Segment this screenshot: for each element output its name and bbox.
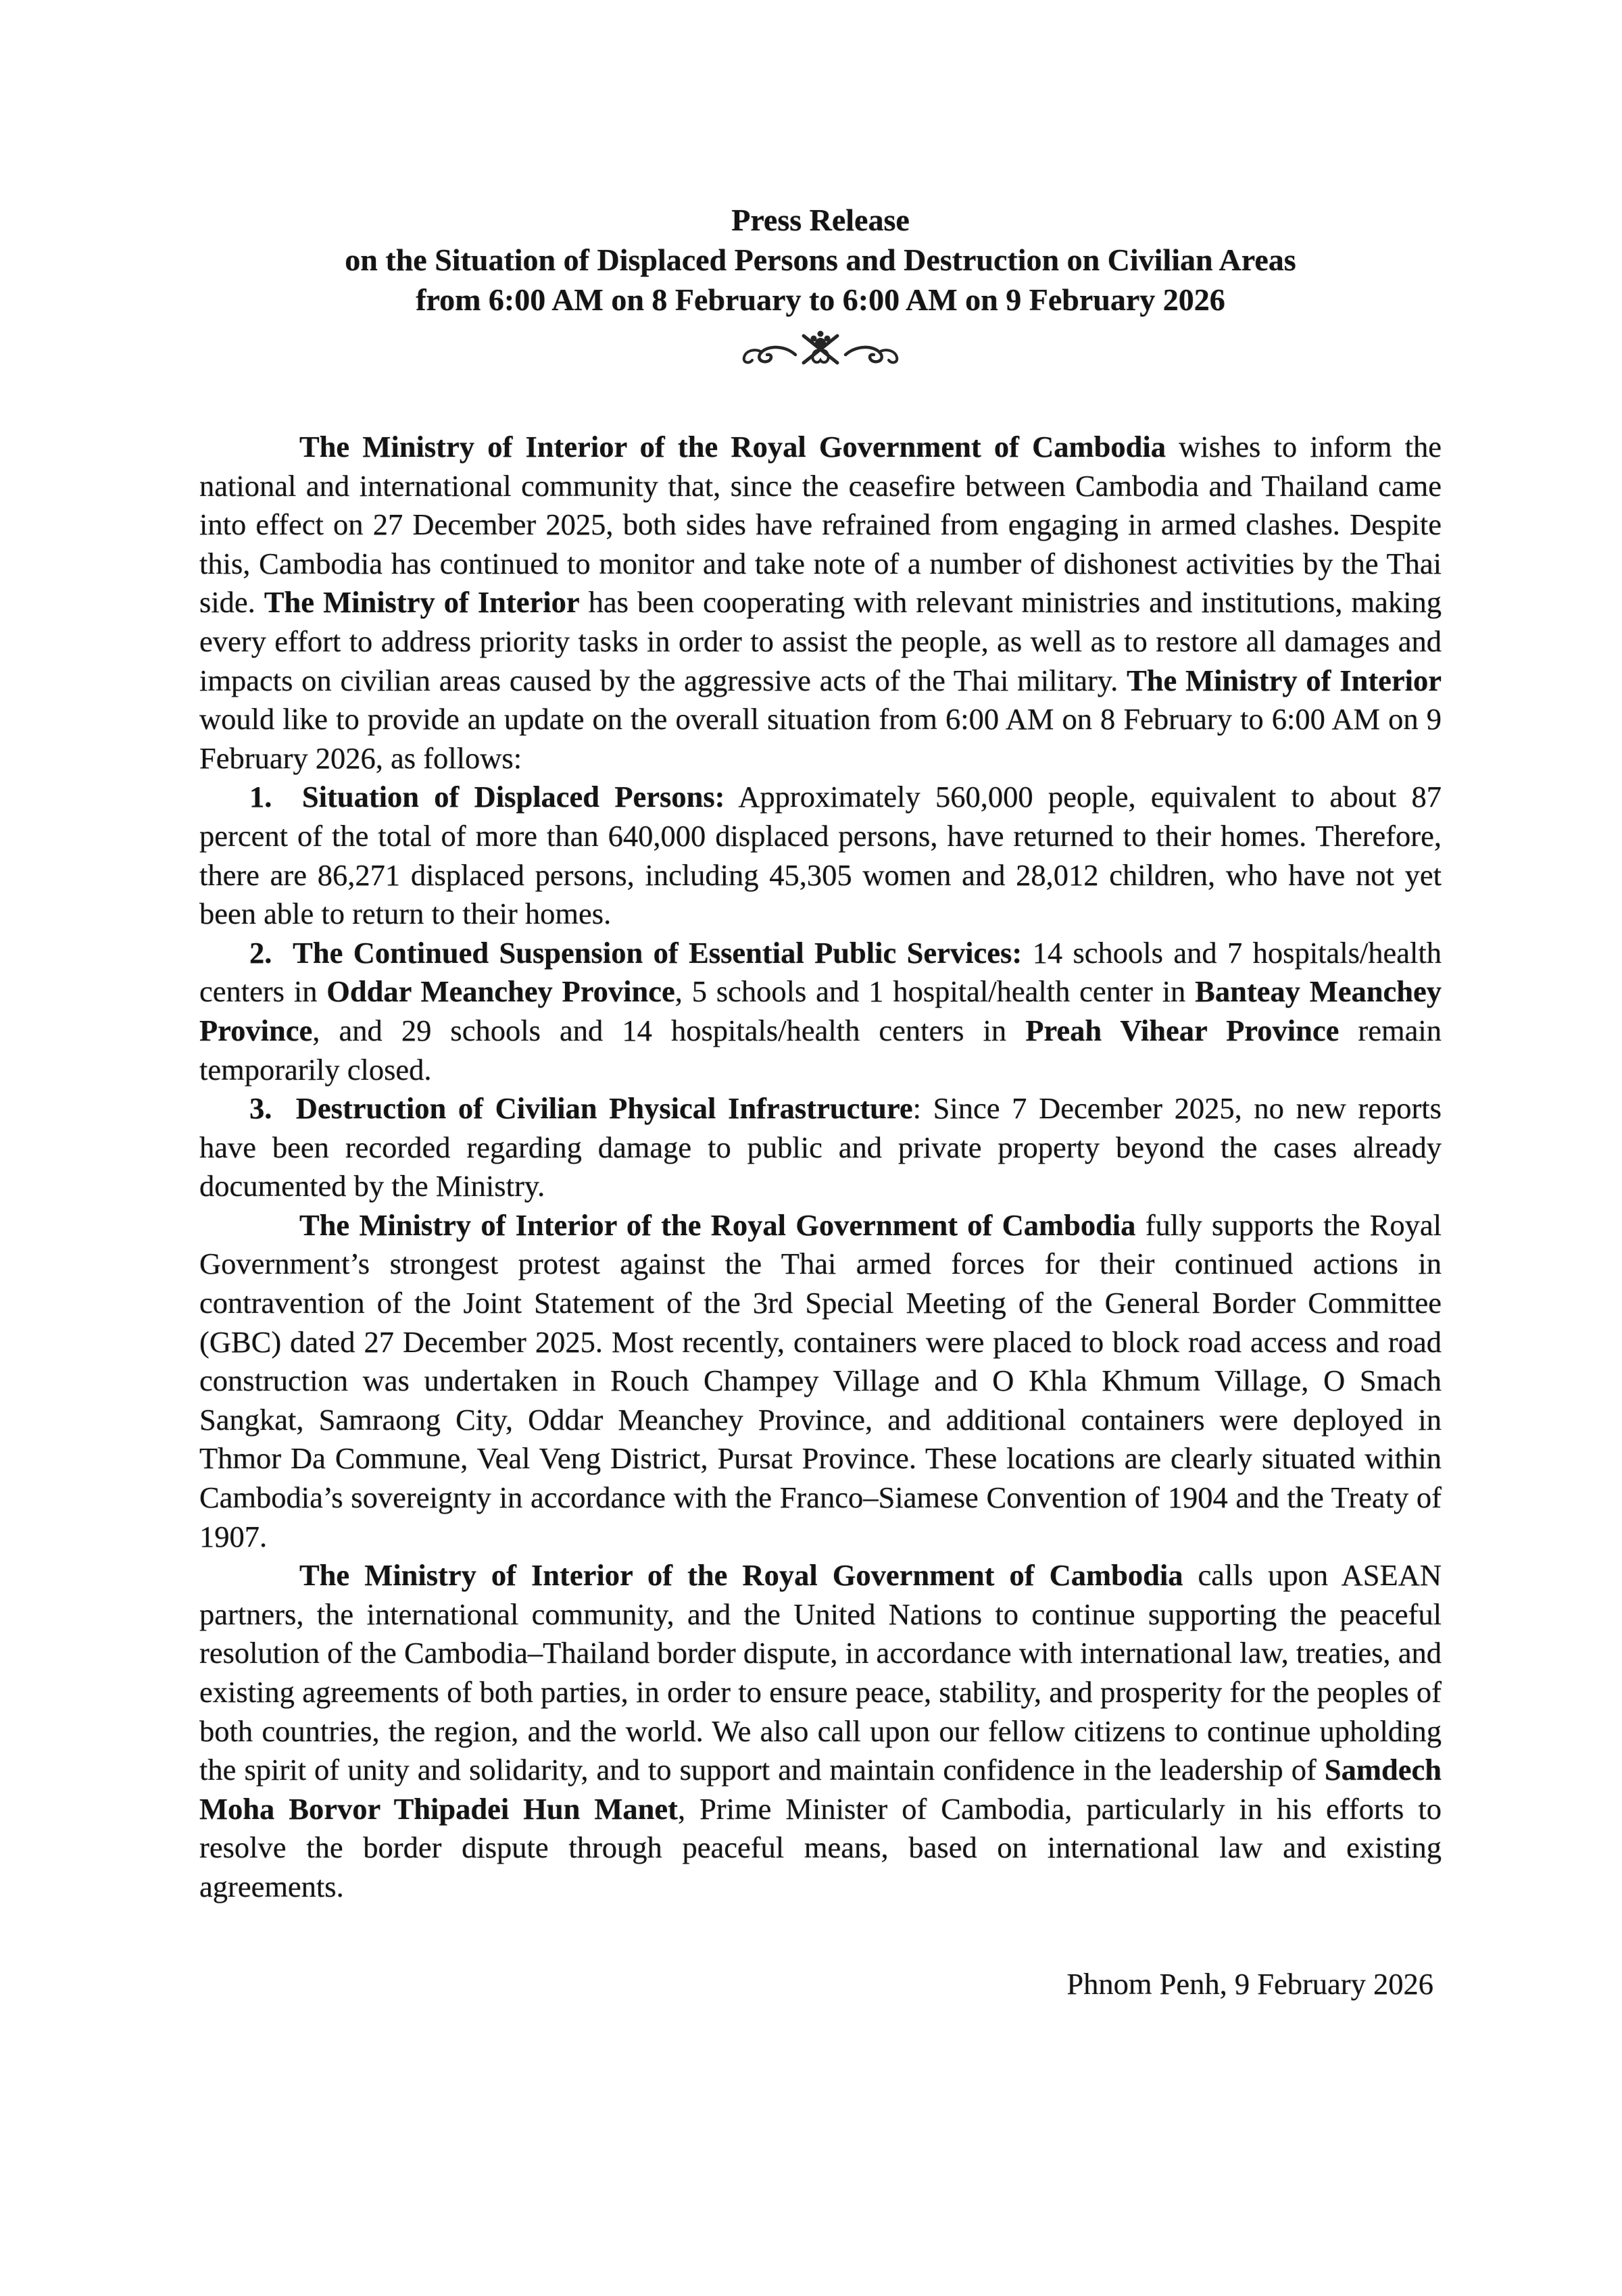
title-line-2: on the Situation of Displaced Persons and Destruction on Civilian Areas (345, 243, 1296, 277)
title-line-1: Press Release (731, 203, 910, 237)
title-line-3: from 6:00 AM on 8 February to 6:00 AM on 9 February 2026 (416, 282, 1225, 317)
paragraph: The Ministry of Interior of the Royal Government of Cambodia calls upon ASEAN partners, the international community, and the United Nations to continue supporting the peaceful resolution of the Cambodia–Thailand border dispute, in accordance with international law, treaties, and existing agreements of both parties, in order to ensure peace, stability, and prosperity for the peoples of both countries, the region, and the world. We also call upon our fellow citizens to continue upholding the spirit of unity and solidarity, and to support and maintain confidence in the leadership of Samdech Moha Borvor Thipadei Hun Manet, Prime Minister of Cambodia, particularly in his efforts to resolve the border dispute through peaceful means, based on international law and existing agreements. (199, 1558, 1442, 1903)
paragraph: 2. The Continued Suspension of Essential Public Services: 14 schools and 7 hospitals/health centers in Oddar Meanchey Province, 5 schools and 1 hospital/health center in Banteay Meanchey Province, and 29 schools and 14 hospitals/health centers in Preah Vihear Province remain temporarily closed. (199, 935, 1442, 1087)
document-body (199, 428, 1442, 1907)
floral-flourish-icon (199, 325, 1442, 374)
document-title (199, 200, 1442, 320)
document-content (199, 200, 1442, 2003)
paragraph: 3. Destruction of Civilian Physical Infrastructure: Since 7 December 2025, no new reports have been recorded regarding damage to public and private property beyond the cases already documented by the Ministry. (199, 1091, 1442, 1203)
paragraph: 1. Situation of Displaced Persons: Approximately 560,000 people, equivalent to about 87 percent of the total of more than 640,000 displaced persons, have returned to their homes. Therefore, there are 86,271 displaced persons, including 45,305 women and 28,012 children, who have not yet been able to return to their homes. (199, 780, 1442, 931)
paragraph: The Ministry of Interior of the Royal Government of Cambodia wishes to inform the national and international community that, since the ceasefire between Cambodia and Thailand came into effect on 27 December 2025, both sides have refrained from engaging in armed clashes. Despite this, Cambodia has continued to monitor and take note of a number of dishonest activities by the Thai side. The Ministry of Interior has been cooperating with relevant ministries and institutions, making every effort to address priority tasks in order to assist the people, as well as to restore all damages and impacts on civilian areas caused by the aggressive acts of the Thai military. The Ministry of Interior would like to provide an update on the overall situation from 6:00 AM on 8 February to 6:00 AM on 9 February 2026, as follows: (199, 430, 1442, 775)
dateline: Phnom Penh, 9 February 2026 (1066, 1966, 1433, 2001)
paragraph: The Ministry of Interior of the Royal Government of Cambodia fully supports the Royal Government’s strongest protest against the Thai armed forces for their continued actions in contravention of the Joint Statement of the 3rd Special Meeting of the General Border Committee (GBC) dated 27 December 2025. Most recently, containers were placed to block road access and road construction was undertaken in Rouch Champey Village and O Khla Khmum Village, O Smach Sangkat, Samraong City, Oddar Meanchey Province, and additional containers were deployed in Thmor Da Commune, Veal Veng District, Pursat Province. These locations are clearly situated within Cambodia’s sovereignty in accordance with the Franco–Siamese Convention of 1904 and the Treaty of 1907. (199, 1207, 1442, 1553)
